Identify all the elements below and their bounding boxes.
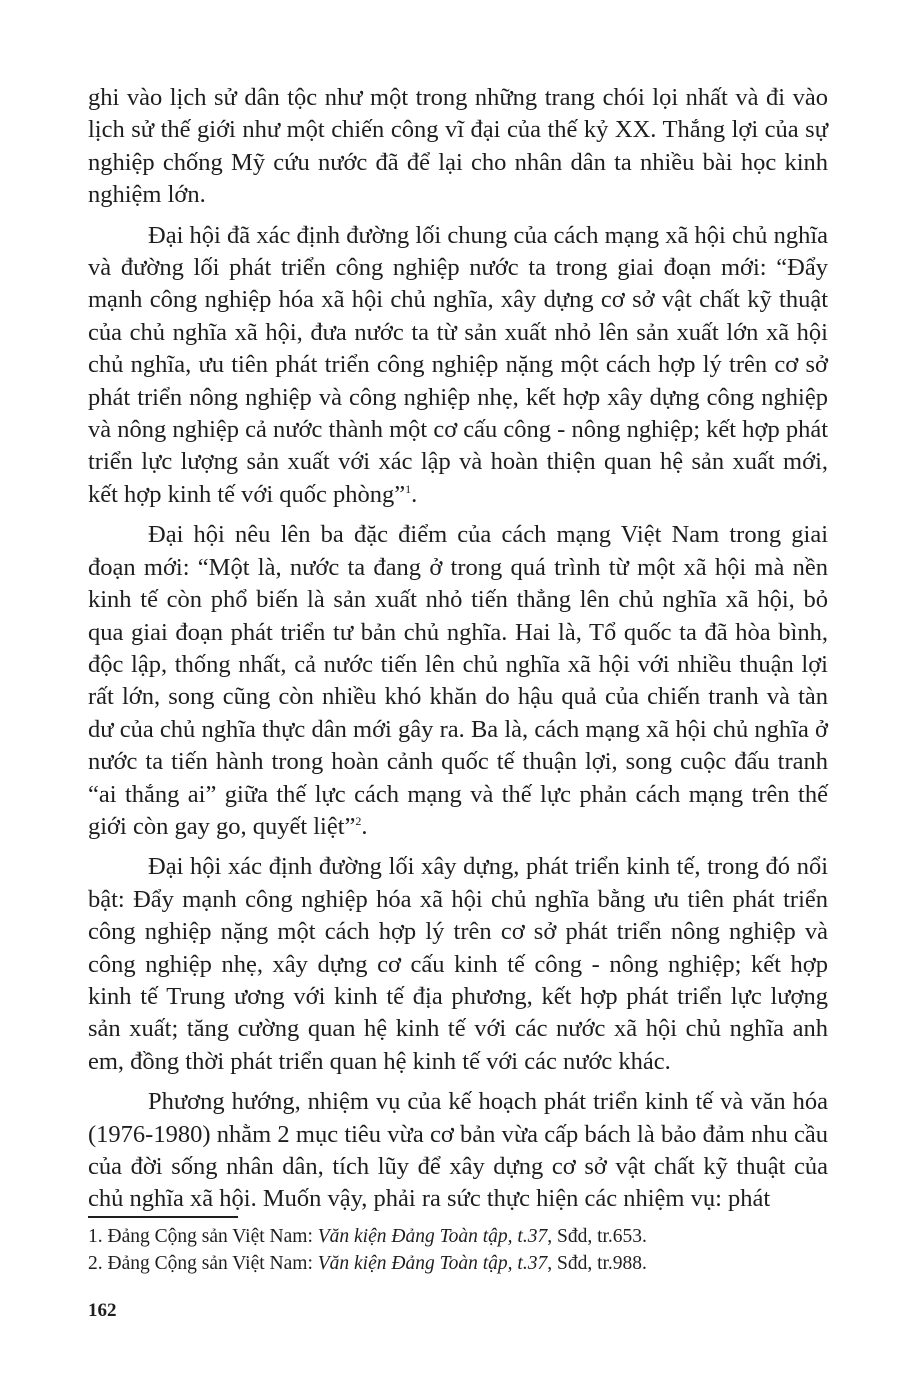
paragraph-3-text: Đại hội nêu lên ba đặc điểm của cách mạng Việt Nam trong giai đoạn mới: “Một là, nước ta đang ở trong quá trình từ một xã hội mà nền kinh tế còn phổ biến là sản xuất nhỏ tiến thẳng lên chủ nghĩa xã hội, bỏ qua giai đoạn phát triển tư bản chủ nghĩa. Hai là, Tổ quốc ta đã hòa bình, độc lập, thống nhất, cả nước tiến lên chủ nghĩa xã hội với nhiều thuận lợi rất lớn, song cũng còn nhiều khó khăn do hậu quả của chiến tranh và tàn dư của chủ nghĩa thực dân mới gây ra. Ba là, cách mạng xã hội chủ nghĩa ở nước ta tiến hành trong hoàn cảnh quốc tế thuận lợi, song cuộc đấu tranh “ai thắng ai” giữa thế lực cách mạng và thế lực phản cách mạng trên thế giới còn gay go, quyết liệt” (88, 521, 828, 840)
paragraph-1: ghi vào lịch sử dân tộc như một trong những trang chói lọi nhất và đi vào lịch sử thế giới như một chiến công vĩ đại của thế kỷ XX. Thắng lợi của sự nghiệp chống Mỹ cứu nước đã để lại cho nhân dân ta nhiều bài học kinh nghiệm lớn. (88, 84, 828, 209)
footnote-1-title: Văn kiện Đảng Toàn tập, t.37 (317, 1226, 548, 1247)
paragraph-2 (88, 220, 828, 512)
footnote-2-title: Văn kiện Đảng Toàn tập, t.37 (317, 1253, 548, 1274)
paragraph-2-text: Đại hội đã xác định đường lối chung của cách mạng xã hội chủ nghĩa và đường lối phát triển công nghiệp nước ta trong giai đoạn mới: “Đẩy mạnh công nghiệp hóa xã hội chủ nghĩa, xây dựng cơ sở vật chất kỹ thuật của chủ nghĩa xã hội, đưa nước ta từ sản xuất nhỏ lên sản xuất lớn xã hội chủ nghĩa, ưu tiên phát triển công nghiệp nặng một cách hợp lý trên cơ sở phát triển nông nghiệp và công nghiệp nhẹ, kết hợp xây dựng công nghiệp và nông nghiệp cả nước thành một cơ cấu công - nông nghiệp; kết hợp phát triển lực lượng sản xuất với xác lập và hoàn thiện quan hệ sản xuất mới, kết hợp kinh tế với quốc phòng” (88, 221, 829, 508)
footnotes (88, 1223, 848, 1277)
paragraph-2-end: . (411, 480, 418, 508)
paragraph-4: Đại hội xác định đường lối xây dựng, phát triển kinh tế, trong đó nổi bật: Đẩy mạnh công nghiệp hóa xã hội chủ nghĩa bằng ưu tiên phát triển công nghiệp nặng một cách hợp lý trên cơ sở phát triển nông nghiệp và công nghiệp nhẹ, xây dựng cơ cấu kinh tế công - nông nghiệp; kết hợp kinh tế Trung ương với kinh tế địa phương, kết hợp phát triển lực lượng sản xuất; tăng cường quan hệ kinh tế với các nước xã hội chủ nghĩa anh em, đồng thời phát triển quan hệ kinh tế với các nước khác. (88, 853, 828, 1075)
page-body (88, 82, 828, 1224)
footnote-ref-1: 1 (405, 481, 412, 496)
footnote-1: 1. Đảng Cộng sản Việt Nam: Văn kiện Đảng Toàn tập, t.37, Sđd, tr.653. (88, 1226, 647, 1247)
paragraph-5: Phương hướng, nhiệm vụ của kế hoạch phát triển kinh tế và văn hóa (1976-1980) nhằm 2 mục tiêu vừa cơ bản vừa cấp bách là bảo đảm nhu cầu của đời sống nhân dân, tích lũy để xây dựng cơ sở vật chất kỹ thuật của chủ nghĩa xã hội. Muốn vậy, phải ra sức thực hiện các nhiệm vụ: phát (88, 1088, 828, 1213)
footnote-2: 2. Đảng Cộng sản Việt Nam: Văn kiện Đảng Toàn tập, t.37, Sđd, tr.988. (88, 1253, 647, 1274)
paragraph-3 (88, 519, 828, 843)
paragraph-3-end: . (361, 812, 368, 840)
page-number: 162 (88, 1300, 117, 1321)
footnote-divider (88, 1216, 238, 1218)
footnote-ref-2: 2 (355, 813, 362, 828)
